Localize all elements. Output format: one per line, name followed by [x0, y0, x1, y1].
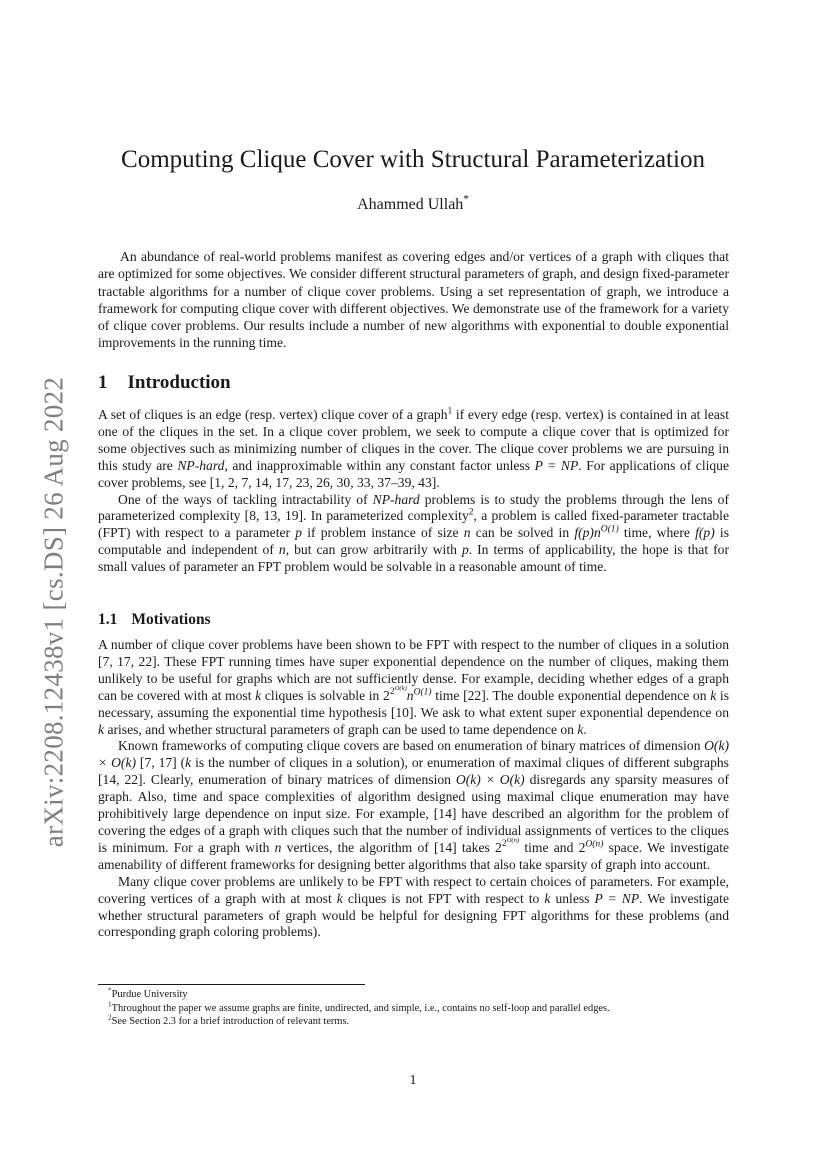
- page-number: 1: [409, 1072, 417, 1087]
- arxiv-identifier: arXiv:2208.12438v1 [cs.DS] 26 Aug 2022: [38, 376, 69, 848]
- paragraph: One of the ways of tackling intractability of NP-hard problems is to study the problems through the lens of parameterized complexity [8, 13, 19]. In parameterized complexity$^2$, a problem is called fixed-parameter tractable (FPT) with respect to a parameter p if problem instance of size n can be solved in $f(p)n^{O(1)}$ time, where f(p) is computable and independent of n, but can grow arbitrarily with p. In terms of applicability, the hope is that for small values of parameter an FPT problem would be solvable in a reasonable amount of time.: [98, 491, 729, 575]
- paragraph: Known frameworks of computing clique covers are based on enumeration of binary matrices of dimension O(k) × O(k) [7, 17] (k is the number of cliques in a solution), or enumeration of maximal cliques of different subgraphs [14, 22]. Clearly, enumeration of binary matrices of dimension O(k) × O(k) disregards any sparsity measures of graph. Also, time and space complexities of algorithm designed using maximal clique enumeration may have prohibitively large dependence on input size. For example, [14] have described an algorithm for the problem of covering the edges of a graph with cliques such that the number of individual assignments of vertices to the cliques is minimum. For a graph with n vertices, the algorithm of [14] takes $2^{2^{O(n)}}$ time and $2^{O(n)}$ space. We investigate amenability of different frameworks for designing better algorithms that also take sparsity of graph into account.: [98, 738, 730, 872]
- author-name: Ahammed Ullah: [357, 196, 464, 213]
- introduction-body: [98, 407, 729, 576]
- footnote: $^2$See Section 2.3 for a brief introduction of relevant terms.: [108, 1013, 350, 1028]
- footnotes: [98, 988, 738, 1029]
- footnote: $^1$Throughout the paper we assume graphs are finite, undirected, and simple, i.e., contains no self-loop and parallel edges.: [108, 1000, 610, 1014]
- section-number: 1: [98, 372, 108, 393]
- footnote-divider: [98, 984, 365, 985]
- footnote: *Purdue University: [108, 986, 188, 1000]
- author-footnote-mark: *: [463, 193, 469, 206]
- section-title: Introduction: [127, 372, 231, 393]
- abstract: An abundance of real-world problems manifest as covering edges and/or vertices of a graph with cliques that are optimized for some objectives. We consider different structural parameters of graph, and design fixed-parameter tractable algorithms for a number of clique cover problems. Using a set representation of graph, we introduce a framework for computing clique cover with different objectives. We demonstrate use of the framework for a variety of clique cover problems. Our results include a number of new algorithms with exponential to double exponential improvements in the running time.: [98, 249, 729, 351]
- motivations-body: [98, 637, 729, 941]
- paragraph: A set of cliques is an edge (resp. vertex) clique cover of a graph$^1$ if every edge (resp. vertex) is contained in at least one of the cliques in the set. In a clique cover problem, we seek to compute a clique cover that is optimized for some objectives such as minimizing number of cliques in the cover. The clique cover problems we are pursuing in this study are NP-hard, and inapproximable within any constant factor unless P = NP. For applications of clique cover problems, see [1, 2, 7, 14, 17, 23, 26, 30, 33, 37–39, 43].: [98, 406, 730, 490]
- paragraph: Many clique cover problems are unlikely to be FPT with respect to certain choices of parameters. For example, covering vertices of a graph with at most k cliques is not FPT with respect to k unless P = NP. We investigate whether structural parameters of graph would be helpful for designing FPT algorithms for these problems (and corresponding graph coloring problems).: [98, 873, 729, 940]
- footnote-ref[interactable]: 1: [447, 406, 453, 417]
- footnote-ref[interactable]: 2: [468, 507, 474, 518]
- subsection-number: 1.1: [98, 611, 118, 628]
- paragraph: A number of clique cover problems have been shown to be FPT with respect to the number of cliques in a solution [7, 17, 22]. These FPT running times have super exponential dependence on the number of cliques, making them unlikely to be useful for graphs which are not sufficiently dense. For example, deciding whether edges of a graph can be covered with at most k cliques is solvable in $2^{2^{O(k)}}n^{O(1)}$ time [22]. The double exponential dependence on k is necessary, assuming the exponential time hypothesis [10]. We ask to what extent super exponential dependence on k arises, and whether structural parameters of graph can be used to tame dependence on k.: [98, 637, 729, 737]
- paper-title: Computing Clique Cover with Structural Parameterization: [121, 146, 705, 173]
- subsection-heading-motivations: [98, 611, 211, 629]
- subsection-title: Motivations: [131, 611, 211, 628]
- author-line: [0, 193, 826, 214]
- section-heading-introduction: [98, 372, 231, 394]
